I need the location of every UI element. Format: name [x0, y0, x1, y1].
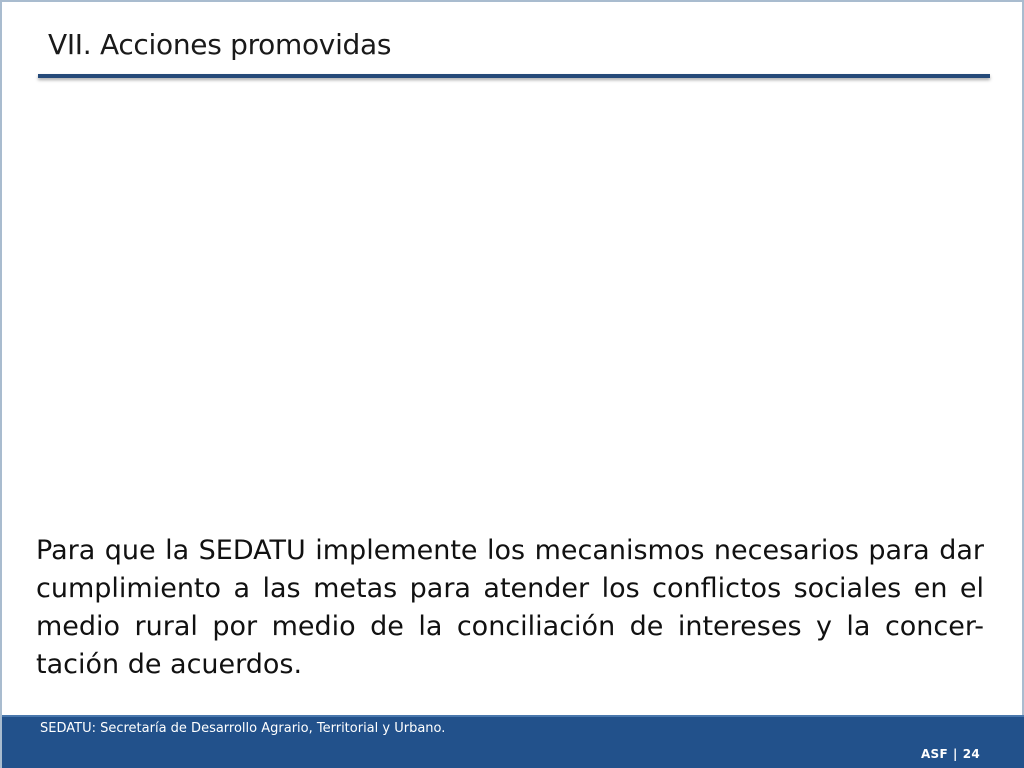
- page-label: [921, 747, 980, 761]
- page-number: 24: [962, 747, 980, 761]
- title-divider: [38, 74, 990, 78]
- body-paragraph: Para que la SEDATU implemente los mecanismos necesarios para dar cumplimiento a las metas para atender los conflictos sociales en el medio rural por medio de la conciliación de intereses y la concer-tación de acuerdos.: [36, 535, 984, 680]
- footer-bar: [2, 715, 1024, 768]
- org-label: ASF: [920, 747, 948, 761]
- slide-title: VII. Acciones promovidas: [48, 28, 392, 61]
- separator: |: [953, 747, 958, 761]
- footnote: SEDATU: Secretaría de Desarrollo Agrario, Territorial y Urbano.: [40, 721, 446, 736]
